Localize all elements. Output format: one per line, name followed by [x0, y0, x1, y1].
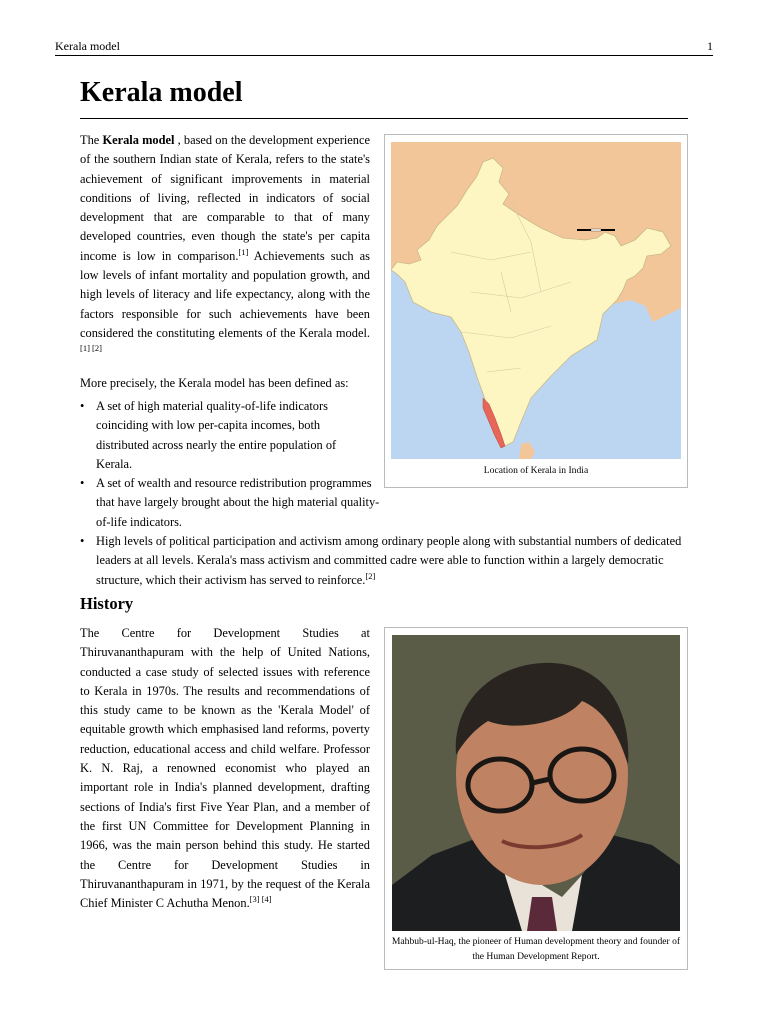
bullet-text-1: A set of high material quality-of-life indicators coinciding with low per-capita incomes, both distributed across nearly the entire population of Kerala.: [96, 399, 337, 471]
map-scale-bar: [577, 229, 615, 231]
page-title: Kerala model: [80, 76, 688, 119]
history-text: The Centre for Development Studies at Thiruvananthapuram with the help of United Nations, conducted a case study of selected issues with reference to Kerala in 1970s. The results and recommendations of this study came to be known as the 'Kerala Model' of equitable growth which emphasised land reforms, poverty reduction, educational access and child welfare. Professor K. N. Raj, a renowned economist who played an important role in India's planned development, drafting sections of India's first Five Year Plan, and a member of the first UN Committee for Development Planning in 1966, was the main person behind this study. He started the Centre for Development Studies in Thiruvananthapuram in 1971, by the request of the Kerala Chief Minister C Achutha Menon.: [80, 626, 370, 911]
definition-intro: More precisely, the Kerala model has been defined as:: [80, 376, 349, 390]
section-heading-history: History: [80, 594, 134, 613]
map-figure: [384, 134, 688, 488]
intro-the: The: [80, 133, 100, 147]
intro-text-2: Achievements such as low levels of infant mortality and population growth, and high levels of literacy and life expectancy, along with the factors responsible for such achievements have been considered the constituting elements of the Kerala model.: [80, 248, 370, 340]
map-caption: Location of Kerala in India: [483, 465, 589, 476]
citation-3-4[interactable]: [3] [4]: [249, 894, 272, 905]
portrait-photo[interactable]: [392, 635, 680, 931]
photo-caption: Mahbub-ul-Haq, the pioneer of Human development theory and founder of the Human Development Report.: [391, 936, 681, 962]
citation-1-2[interactable]: [1] [2]: [80, 343, 102, 354]
india-map-image[interactable]: [391, 142, 681, 459]
citation-1[interactable]: [1]: [238, 246, 249, 257]
intro-text-1: , based on the development experience of the southern Indian state of Kerala, refers to the state's achievement of significant improvements in material conditions of living, reflected in indicators of social development that are comparable to that of many developed countries, even though the state's per capita income is low in comparison.: [80, 133, 370, 263]
intro-paragraph: [80, 131, 370, 363]
photo-figure: [384, 627, 688, 970]
portrait-tie: [527, 897, 557, 931]
bullet-text-2: A set of wealth and resource redistribution programmes that have largely brought about the high material quality-of-life indicators.: [96, 476, 380, 529]
page-number: 1: [707, 39, 713, 53]
history-paragraph: [80, 624, 370, 913]
intro-bold-term: Kerala model: [102, 133, 175, 147]
bullet-text-3: High levels of political participation and activism among ordinary people along with substantial numbers of dedicated leaders at all levels. Kerala's mass activism and committed cadre were able to function within a largely democratic structure, which their activism has served to reinforce.: [96, 534, 682, 587]
list-item: [80, 532, 684, 590]
running-header-title: Kerala model: [55, 39, 120, 53]
list-item: [80, 397, 366, 474]
citation-2[interactable]: [2]: [365, 570, 376, 581]
running-header: [55, 38, 713, 56]
list-item: [80, 474, 386, 532]
